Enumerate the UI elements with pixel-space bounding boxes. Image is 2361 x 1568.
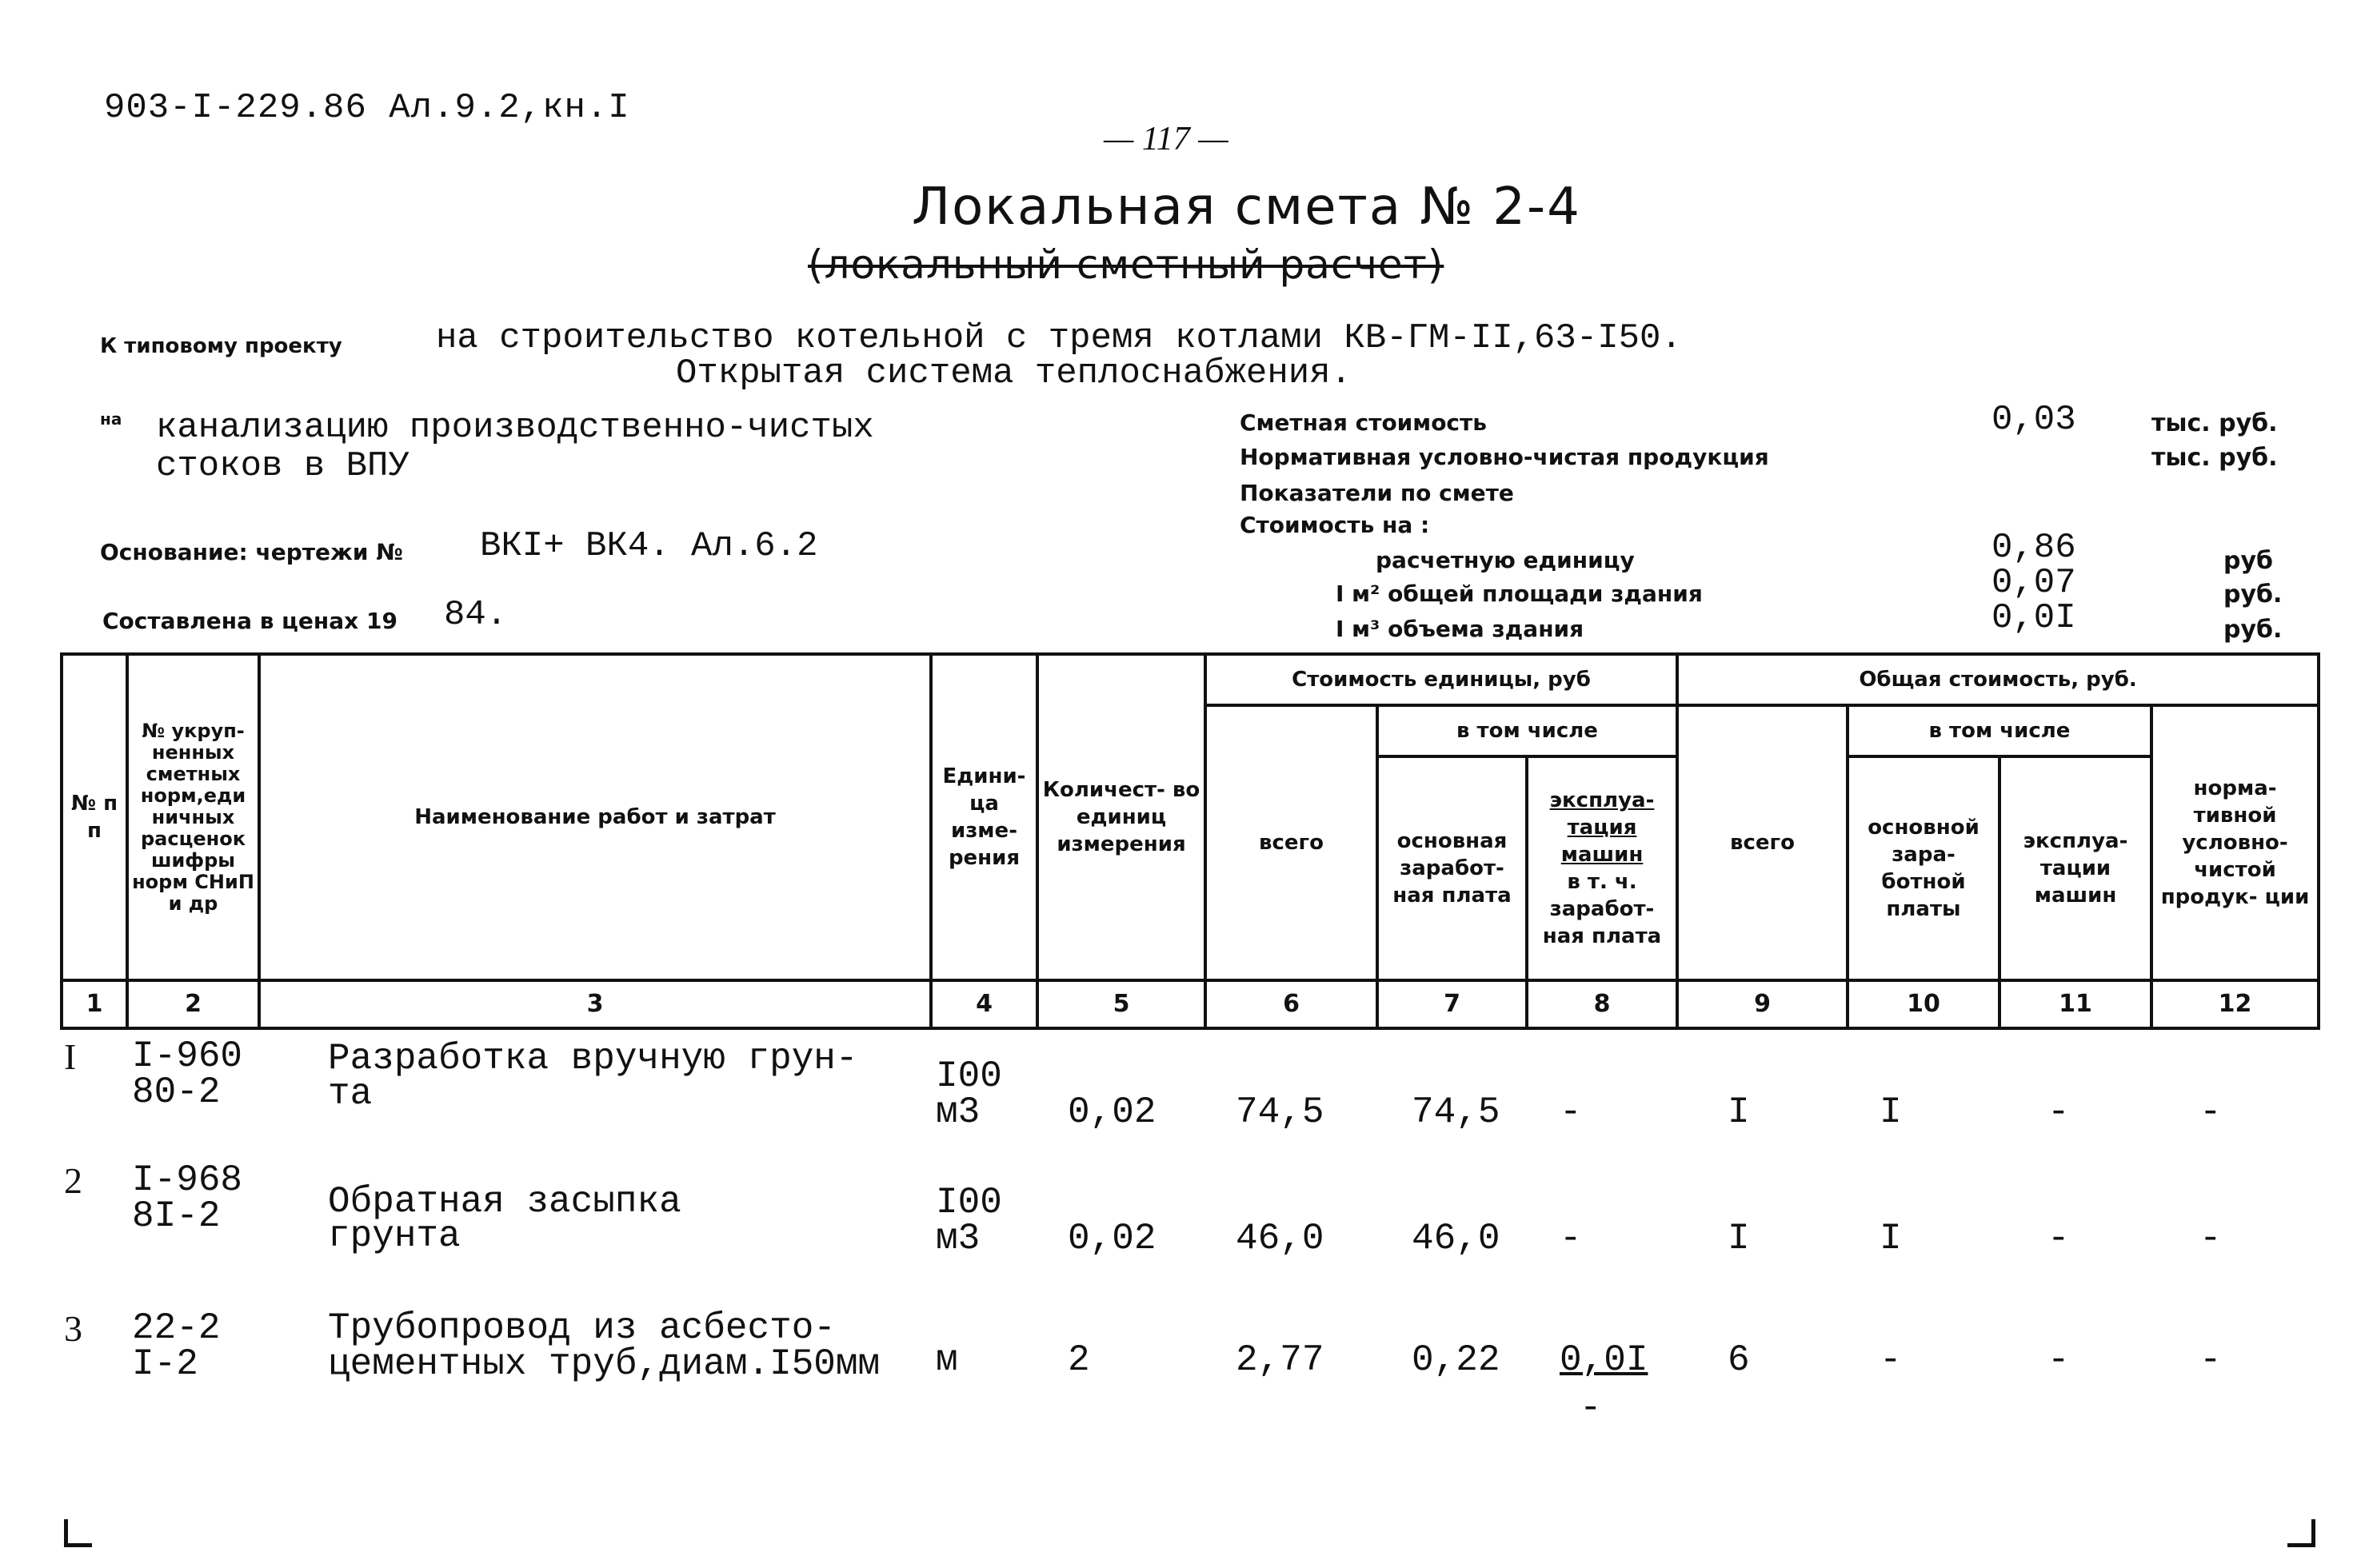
object-line-2: стоков в ВПУ — [156, 446, 409, 486]
header-norm-code: № укруп- ненных сметных норм,еди ничных расценок шифры норм СНиП и др — [127, 654, 259, 980]
compiled-label: Составлена в ценах 19 — [102, 608, 397, 634]
column-number: 8 — [1527, 980, 1677, 1028]
row-name-1: Трубопровод из асбесто- — [328, 1307, 836, 1349]
per-m2-value: 0,07 — [1991, 563, 2076, 603]
per-unit-label: расчетную единицу — [1376, 547, 1635, 573]
row-unit-machines-wage: - — [1580, 1387, 1602, 1429]
per-m3-unit: руб. — [2223, 616, 2283, 644]
header-unit-all: всего — [1205, 705, 1377, 980]
row-total-wage: - — [1880, 1339, 1902, 1381]
column-number: 1 — [62, 980, 127, 1028]
row-unit-cost-all: 46,0 — [1236, 1218, 1324, 1259]
column-number: 4 — [931, 980, 1037, 1028]
row-unit-1: I00 — [936, 1055, 1002, 1097]
row-code-1: I-968 — [132, 1159, 243, 1201]
row-number: 3 — [64, 1308, 82, 1349]
row-quantity: 0,02 — [1068, 1091, 1157, 1133]
row-total-machines: - — [2047, 1339, 2070, 1381]
row-code-1: 22-2 — [132, 1307, 221, 1349]
row-code-1: I-960 — [132, 1035, 243, 1077]
per-unit-value: 0,86 — [1991, 528, 2076, 568]
header-unit-cost: Стоимость единицы, руб — [1205, 654, 1677, 705]
basis-value: ВКI+ ВК4. Ал.6.2 — [480, 526, 818, 566]
row-total-all: I — [1728, 1218, 1750, 1259]
estimated-cost-unit: тыс. руб. — [2151, 409, 2278, 437]
row-unit-wage: 46,0 — [1412, 1218, 1500, 1259]
normative-product-unit: тыс. руб. — [2151, 444, 2278, 472]
page-subtitle: (локальный сметный расчет) — [808, 241, 1444, 288]
row-code-2: 8I-2 — [132, 1195, 221, 1237]
estimated-cost-label: Сметная стоимость — [1240, 409, 1487, 436]
compiled-year: 84. — [444, 595, 508, 635]
row-unit-2: м3 — [936, 1091, 981, 1133]
header-row-number: № п п — [62, 654, 127, 980]
column-number: 9 — [1677, 980, 1848, 1028]
document-code: 903-I-229.86 Ал.9.2,кн.I — [104, 88, 630, 128]
row-total-all: 6 — [1728, 1339, 1750, 1381]
header-total-cost: Общая стоимость, руб. — [1677, 654, 2319, 705]
column-number: 12 — [2151, 980, 2319, 1028]
per-m2-unit: руб. — [2223, 581, 2283, 608]
per-m3-label: I м³ объема здания — [1336, 616, 1584, 642]
per-m3-value: 0,0I — [1991, 598, 2076, 638]
header-unit-machines-top: эксплуа- тация машин — [1549, 788, 1655, 867]
column-number: 6 — [1205, 980, 1377, 1028]
estimated-cost-value: 0,03 — [1991, 400, 2076, 440]
row-number: I — [64, 1036, 77, 1077]
column-number: 7 — [1377, 980, 1527, 1028]
row-unit-machines: - — [1560, 1091, 1582, 1133]
per-unit-unit: руб — [2223, 547, 2273, 575]
row-total-normative: - — [2199, 1339, 2222, 1381]
row-code-2: I-2 — [132, 1343, 198, 1385]
header-total-wage: основной зара- ботной платы — [1848, 756, 1999, 980]
row-unit-2: м3 — [936, 1218, 981, 1259]
row-total-wage: I — [1880, 1218, 1902, 1259]
row-total-wage: I — [1880, 1091, 1902, 1133]
row-unit-wage: 74,5 — [1412, 1091, 1500, 1133]
row-name-2: цементных труб,диам.I50мм — [328, 1343, 881, 1385]
row-number: 2 — [64, 1160, 82, 1201]
column-number: 2 — [127, 980, 259, 1028]
header-unit-machines-bottom: в т. ч. заработ- ная плата — [1542, 870, 1662, 948]
row-unit-wage: 0,22 — [1412, 1339, 1500, 1381]
indicators-label: Показатели по смете — [1240, 480, 1514, 506]
basis-label: Основание: чертежи № — [100, 539, 403, 565]
row-unit-cost-all: 74,5 — [1236, 1091, 1324, 1133]
row-total-normative: - — [2199, 1218, 2222, 1259]
object-label: на — [100, 409, 122, 429]
header-total-all: всего — [1677, 705, 1848, 980]
row-quantity: 2 — [1068, 1339, 1090, 1381]
header-unit-including: в том числе — [1377, 705, 1677, 756]
column-number: 10 — [1848, 980, 1999, 1028]
project-line-2: Открытая система теплоснабжения. — [676, 353, 1352, 393]
row-code-2: 80-2 — [132, 1071, 221, 1113]
per-m2-label: I м² общей площади здания — [1336, 581, 1703, 607]
corner-mark-left — [64, 1519, 92, 1547]
normative-product-label: Нормативная условно-чистая продукция — [1240, 444, 1769, 470]
header-unit-machines — [1527, 756, 1677, 980]
row-unit-1: I00 — [936, 1182, 1002, 1223]
header-work-name: Наименование работ и затрат — [259, 654, 931, 980]
page-title: Локальная смета № 2-4 — [912, 178, 1581, 237]
cost-per-label: Стоимость на : — [1240, 512, 1430, 538]
corner-mark-right — [2287, 1519, 2315, 1547]
header-quantity: Количест- во единиц измерения — [1037, 654, 1205, 980]
row-total-all: I — [1728, 1091, 1750, 1133]
row-unit-machines: - — [1560, 1218, 1582, 1259]
row-quantity: 0,02 — [1068, 1218, 1157, 1259]
header-total-machines: эксплуа- тации машин — [1999, 756, 2151, 980]
row-total-machines: - — [2047, 1091, 2070, 1133]
header-unit-wage: основная заработ- ная плата — [1377, 756, 1527, 980]
column-number: 3 — [259, 980, 931, 1028]
header-unit: Едини- ца изме- рения — [931, 654, 1037, 980]
column-number: 5 — [1037, 980, 1205, 1028]
row-name-1: Разработка вручную грун- — [328, 1038, 858, 1079]
row-total-normative: - — [2199, 1091, 2222, 1133]
page-number: — 117 — — [1104, 121, 1228, 158]
row-total-machines: - — [2047, 1218, 2070, 1259]
column-number: 11 — [1999, 980, 2151, 1028]
row-unit-cost-all: 2,77 — [1236, 1339, 1324, 1381]
object-line-1: канализацию производственно-чистых — [156, 408, 874, 448]
row-name-2: грунта — [328, 1215, 461, 1257]
project-label: К типовому проекту — [100, 334, 342, 358]
row-name-2: та — [328, 1073, 373, 1115]
row-unit-2: м — [936, 1339, 958, 1381]
estimate-table — [60, 652, 2320, 1030]
project-line-1: на строительство котельной с тремя котлами КВ-ГМ-II,63-I50. — [436, 318, 1682, 358]
header-total-including: в том числе — [1848, 705, 2151, 756]
row-unit-machines: 0,0I — [1560, 1339, 1648, 1381]
row-name-1: Обратная засыпка — [328, 1181, 681, 1223]
header-normative-product: норма- тивной условно- чистой продук- ции — [2151, 705, 2319, 980]
